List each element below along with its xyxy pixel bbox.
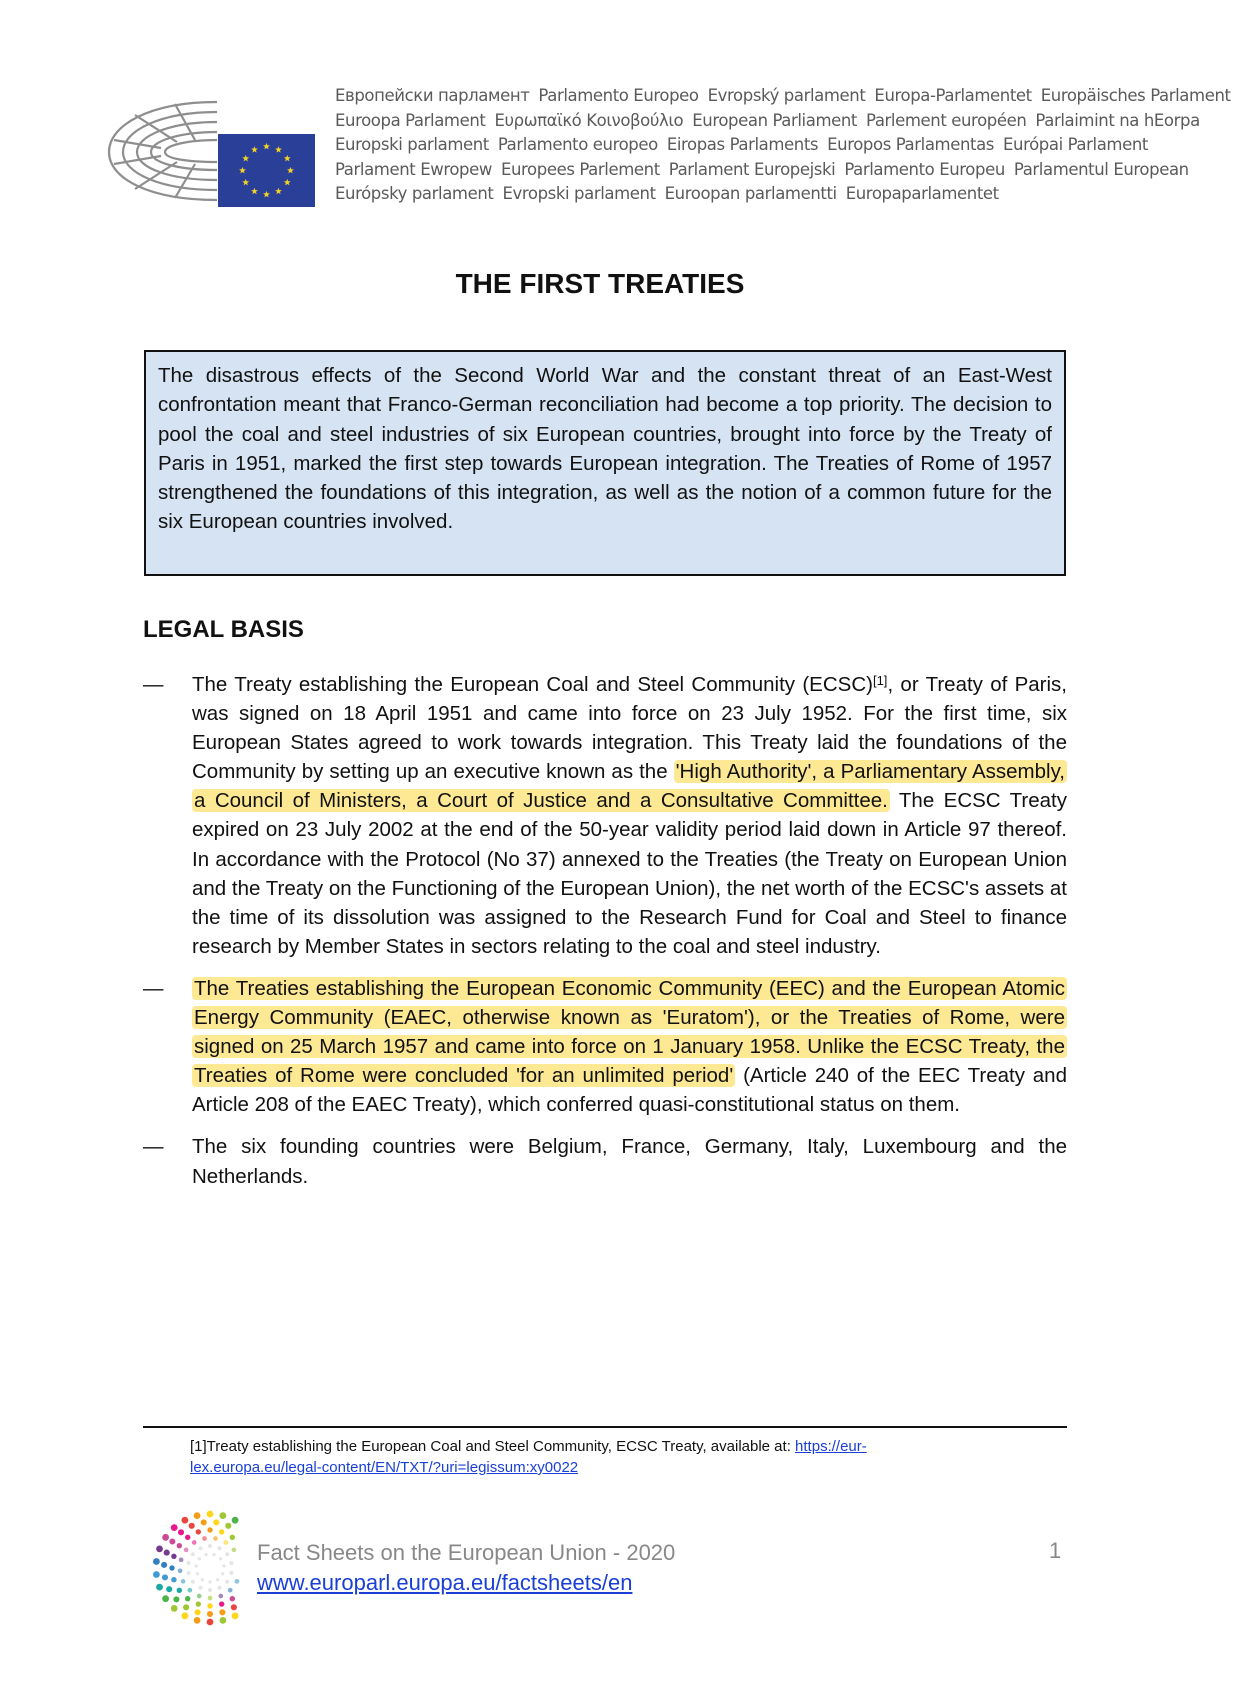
logo-dot: [213, 1536, 218, 1541]
logo-dot: [171, 1605, 178, 1612]
page-title: THE FIRST TREATIES: [455, 268, 745, 299]
logo-dot: [171, 1554, 176, 1559]
logo-dot: [194, 1564, 197, 1567]
footer-link[interactable]: www.europarl.europa.eu/factsheets/en: [257, 1570, 633, 1595]
footnote-reference[interactable]: [1]: [872, 673, 888, 688]
logo-dot: [232, 1548, 237, 1553]
logo-dot: [196, 1572, 199, 1575]
logo-dot: [173, 1596, 179, 1602]
parliament-name: Europaparlamentet: [845, 184, 999, 203]
european-parliament-logo: [105, 90, 315, 208]
parliament-name: Parlamento europeo: [497, 135, 658, 154]
logo-dot: [207, 1527, 212, 1532]
legal-basis-list: [143, 670, 1067, 1204]
logo-dot: [218, 1586, 222, 1590]
parliament-names-row: [335, 158, 1189, 183]
logo-dot: [218, 1546, 222, 1550]
logo-dot: [177, 1543, 182, 1548]
parliament-names-row: [335, 182, 1115, 207]
parliament-name: Europäisches Parlament: [1040, 86, 1231, 105]
logo-dot: [194, 1617, 201, 1624]
logo-dot: [162, 1595, 169, 1602]
logo-dot: [185, 1535, 190, 1540]
footnote: [190, 1436, 910, 1478]
parliament-name: Europski parlament: [335, 135, 489, 154]
logo-dot: [202, 1536, 207, 1541]
dash-bullet: —: [143, 1135, 164, 1159]
logo-dot: [204, 1553, 207, 1556]
highlighted-text: 'High Authority', a Parliamentary Assembly, a Council of Ministers, a Court of Justice and a Consultative Committee.: [194, 760, 1065, 813]
logo-dot: [201, 1578, 204, 1581]
logo-dot: [220, 1617, 227, 1624]
logo-dot: [220, 1512, 227, 1519]
logo-dot: [225, 1580, 229, 1584]
logo-dot: [153, 1558, 160, 1565]
parliament-name: Parlamento Europeu: [844, 159, 1005, 179]
logo-dot: [207, 1619, 214, 1626]
parliament-name: Европейски парламент: [335, 86, 530, 105]
logo-dot: [232, 1517, 239, 1524]
logo-dot: [166, 1586, 172, 1592]
logo-dot: [161, 1562, 167, 1568]
footnote-link[interactable]: https://eur-lex.europa.eu/legal-content/EN/TXT/?uri=legissum:xy0022: [190, 1438, 867, 1476]
footer: [257, 1538, 675, 1598]
logo-dot: [225, 1552, 229, 1556]
footer-title: Fact Sheets on the European Union - 2020: [257, 1540, 676, 1565]
logo-dot: [228, 1588, 233, 1593]
logo-dot: [191, 1552, 195, 1556]
parliament-name: Parlement européen: [866, 110, 1027, 130]
logo-dot: [187, 1571, 191, 1575]
parliament-names-row: [335, 109, 1200, 134]
dash-bullet: —: [143, 673, 164, 696]
parliament-names-row: [335, 133, 1148, 158]
parliament-names-row: [335, 84, 1231, 109]
page-header: [105, 84, 1231, 214]
logo-dot: [169, 1565, 174, 1570]
logo-dot: [213, 1519, 219, 1525]
logo-dot: [185, 1596, 190, 1601]
logo-dot: [221, 1572, 224, 1575]
parliament-name: Europees Parlement: [500, 159, 660, 179]
section-heading-legal-basis: LEGAL BASIS: [143, 616, 304, 643]
logo-dot: [162, 1574, 168, 1580]
logo-dot: [219, 1529, 224, 1534]
logo-dot: [156, 1584, 163, 1591]
logo-dot: [235, 1579, 240, 1584]
page-number: 1: [1049, 1538, 1062, 1563]
list-item: [143, 1132, 1067, 1190]
parliament-name: Európsky parlament: [335, 184, 494, 203]
logo-dot: [223, 1540, 228, 1545]
logo-dot: [208, 1580, 211, 1583]
logo-dot: [194, 1512, 201, 1519]
logo-dot: [187, 1561, 191, 1565]
logo-dot: [171, 1524, 178, 1531]
logo-dot: [189, 1523, 195, 1529]
logo-dot: [184, 1548, 189, 1553]
item-text: The Treaty establishing the European Coal and Steel Community (ECSC): [192, 673, 873, 696]
parliament-name: Parlament Ewropew: [335, 159, 492, 179]
logo-dot: [201, 1519, 207, 1525]
logo-dot: [199, 1586, 203, 1590]
parliament-name: Parlament Europejski: [668, 159, 836, 179]
parliament-name: Parlaimint na hEorpa: [1035, 110, 1200, 130]
logo-dot: [199, 1546, 203, 1550]
logo-dot: [196, 1601, 201, 1606]
parliament-name: Eiropas Parlaments: [666, 135, 819, 154]
logo-dot: [153, 1571, 160, 1578]
logo-dot: [178, 1529, 184, 1535]
logo-dot: [207, 1603, 212, 1608]
parliament-name: Europos Parlamentas: [827, 135, 994, 154]
logo-dot: [171, 1577, 176, 1582]
fact-sheets-logo: [140, 1508, 240, 1628]
parliament-name: Euroopa Parlament: [335, 110, 486, 130]
logo-dot: [169, 1538, 175, 1544]
logo-dot: [162, 1534, 169, 1541]
parliament-name: Evropski parlament: [502, 184, 656, 203]
logo-dot: [232, 1612, 239, 1619]
logo-dot: [229, 1561, 233, 1565]
logo-dot: [222, 1564, 225, 1567]
logo-dot: [230, 1596, 235, 1601]
footnote-text: [1]Treaty establishing the European Coal and Steel Community, ECSC Treaty, available at:: [190, 1438, 796, 1455]
parliament-names: [335, 84, 1231, 207]
logo-dot: [229, 1571, 233, 1575]
logo-dot: [182, 1612, 189, 1619]
parliament-name: Europa-Parlamentet: [874, 86, 1032, 105]
logo-dot: [182, 1517, 189, 1524]
logo-dot: [212, 1553, 215, 1556]
logo-dot: [178, 1568, 183, 1573]
parliament-name: Ευρωπαϊκό Κοινοβούλιο: [494, 110, 684, 130]
logo-dot: [208, 1544, 212, 1548]
logo-dot: [208, 1596, 213, 1601]
parliament-name: Euroopan parlamentti: [664, 184, 837, 203]
logo-dot: [230, 1535, 235, 1540]
item-text: , or Treaty of Paris, was signed on 18 April 1951 and came into force on 23 July 1952. For the first time, six European States agreed to work towards integration. This Treaty laid the foundations of the Community by setting up an executive known as the: [192, 673, 1067, 784]
hemicycle-icon: [109, 102, 217, 200]
list-item: [143, 974, 1067, 1119]
logo-dot: [198, 1557, 201, 1560]
list-item: [143, 670, 1067, 961]
item-text: The ECSC Treaty expired on 23 July 2002 at the end of the 50-year validity period laid down in Article 97 thereof. In accordance with the Protocol (No 37) annexed to the Treaties (the Treaty on European Union and the Treaty on the Functioning of the European Union), the net worth of the ECSC's assets at the time of its dissolution was assigned to the Research Fund for Coal and Steel to finance research by Member States in sectors relating to the coal and steel industry.: [192, 789, 1067, 958]
logo-dot: [225, 1523, 231, 1529]
logo-dot: [196, 1529, 201, 1534]
parliament-name: European Parliament: [692, 110, 858, 130]
logo-dot: [179, 1557, 184, 1562]
logo-dot: [187, 1588, 192, 1593]
logo-dot: [156, 1546, 163, 1553]
logo-dot: [219, 1601, 224, 1606]
logo-dot: [195, 1609, 201, 1615]
logo-dot: [208, 1588, 212, 1592]
logo-dot: [219, 1557, 222, 1560]
logo-dot: [181, 1579, 186, 1584]
logo-dot: [164, 1550, 170, 1556]
parliament-name: Evropský parlament: [707, 86, 866, 105]
logo-dot: [216, 1578, 219, 1581]
logo-dot: [207, 1511, 214, 1518]
highlighted-text: The Treaties establishing the European Economic Community (EEC) and the European Atomic Energy Community (EAEC, otherwise known as 'Euratom'), or the Treaties of Rome, were signed on 25 March 1957 and came into force on 1 January 1958. Unlike the ECSC Treaty, the Treaties of Rome were concluded 'for an unlimited period': [194, 976, 1065, 1088]
logo-dot: [183, 1604, 189, 1610]
parliament-name: Parlamento Europeo: [538, 86, 699, 105]
logo-dot: [231, 1604, 237, 1610]
footnote-divider: [143, 1426, 1067, 1428]
logo-dot: [218, 1594, 223, 1599]
summary-box: The disastrous effects of the Second World War and the constant threat of an East-West confrontation meant that Franco-German reconciliation had become a top priority. The decision to pool the coal and steel industries of six European countries, brought into force by the Treaty of Paris in 1951, marked the first step towards European integration. The Treaties of Rome of 1957 strengthened the foundations of this integration, as well as the notion of a common future for the six European countries involved.: [144, 350, 1066, 576]
dash-bullet: —: [143, 976, 164, 1000]
logo-dot: [177, 1588, 182, 1593]
parliament-name: Parlamentul European: [1013, 159, 1189, 179]
logo-dot: [219, 1609, 225, 1615]
item-text: The six founding countries were Belgium, France, Germany, Italy, Luxembourg and the Netherlands.: [192, 1135, 1067, 1188]
logo-dot: [207, 1611, 213, 1617]
item-text: (Article 240 of the EEC Treaty and Article 208 of the EAEC Treaty), which conferred quasi-constitutional status on them.: [192, 1064, 1067, 1117]
logo-dot: [197, 1594, 202, 1599]
logo-dot: [191, 1580, 195, 1584]
parliament-name: Európai Parlament: [1003, 135, 1148, 154]
logo-dot: [192, 1540, 197, 1545]
